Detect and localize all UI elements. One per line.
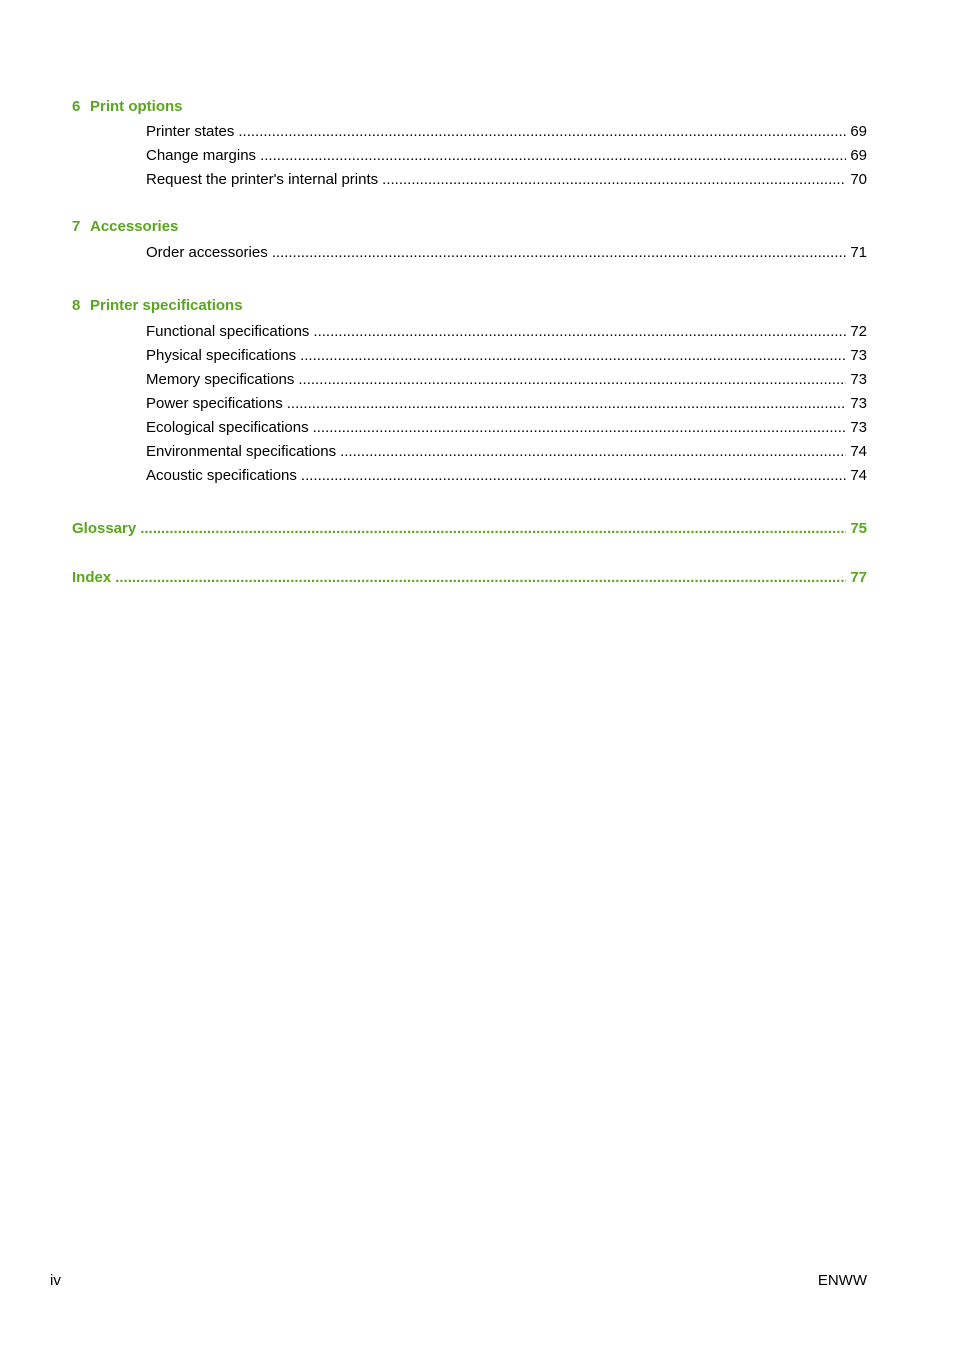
dot-leader (115, 567, 846, 589)
toc-entry-label: Acoustic specifications (146, 467, 297, 484)
chapter-number: 6 (72, 98, 81, 115)
toc-entry-page: 74 (850, 443, 867, 460)
chapter-heading[interactable] (72, 96, 867, 118)
page-footer (50, 1270, 867, 1292)
chapter-heading[interactable] (72, 216, 867, 238)
toc-entry[interactable] (72, 144, 867, 168)
chapter-number: 7 (72, 218, 81, 235)
dot-leader (313, 320, 846, 344)
toc-entry-page: 69 (850, 123, 867, 140)
toc-entry-label: Ecological specifications (146, 419, 309, 436)
index-page: 77 (850, 569, 867, 586)
chapter-title: Printer specifications (90, 297, 243, 314)
toc-entry[interactable] (72, 320, 867, 344)
toc-entry-label: Change margins (146, 147, 257, 164)
dot-leader (260, 144, 846, 168)
footer-page-number: iv (50, 1272, 61, 1289)
toc-entry-label: Memory specifications (146, 371, 295, 388)
dot-leader (287, 392, 847, 416)
dot-leader (272, 241, 847, 265)
dot-leader (301, 464, 846, 488)
toc-entry-page: 69 (850, 147, 867, 164)
dot-leader (298, 368, 846, 392)
chapter-title: Print options (90, 98, 183, 115)
chapter-6 (72, 96, 867, 192)
toc-entry[interactable] (72, 368, 867, 392)
footer-doc-code: ENWW (817, 1272, 867, 1289)
toc-entry[interactable] (72, 464, 867, 488)
glossary-page: 75 (850, 520, 867, 537)
chapter-heading[interactable] (72, 295, 867, 317)
toc-index[interactable] (72, 567, 867, 589)
glossary-label: Glossary (72, 520, 137, 537)
table-of-contents (72, 96, 867, 589)
dot-leader (382, 168, 846, 192)
toc-entry[interactable] (72, 392, 867, 416)
toc-entry-page: 73 (850, 419, 867, 436)
toc-entry[interactable] (72, 344, 867, 368)
toc-entry[interactable] (72, 168, 867, 192)
chapter-8 (72, 295, 867, 488)
toc-entry-label: Environmental specifications (146, 443, 337, 460)
chapter-7 (72, 216, 867, 265)
dot-leader (313, 416, 847, 440)
toc-entry-page: 74 (850, 467, 867, 484)
toc-glossary[interactable] (72, 518, 867, 540)
toc-entry-page: 73 (850, 347, 867, 364)
toc-entry-page: 71 (850, 244, 867, 261)
toc-entry-label: Order accessories (146, 244, 268, 261)
toc-entry-page: 70 (850, 171, 867, 188)
dot-leader (300, 344, 846, 368)
toc-entry-page: 72 (850, 323, 867, 340)
chapter-number: 8 (72, 297, 81, 314)
toc-entry-label: Request the printer's internal prints (146, 171, 379, 188)
toc-entry-label: Printer states (146, 123, 235, 140)
dot-leader (340, 440, 846, 464)
toc-entry-page: 73 (850, 395, 867, 412)
toc-entry-page: 73 (850, 371, 867, 388)
dot-leader (140, 518, 846, 540)
chapter-title: Accessories (90, 218, 179, 235)
dot-leader (238, 120, 846, 144)
toc-entry[interactable] (72, 120, 867, 144)
toc-entry[interactable] (72, 241, 867, 265)
toc-entry-label: Power specifications (146, 395, 283, 412)
index-label: Index (72, 569, 112, 586)
toc-entry-label: Functional specifications (146, 323, 310, 340)
toc-entry-label: Physical specifications (146, 347, 297, 364)
toc-entry[interactable] (72, 416, 867, 440)
toc-entry[interactable] (72, 440, 867, 464)
